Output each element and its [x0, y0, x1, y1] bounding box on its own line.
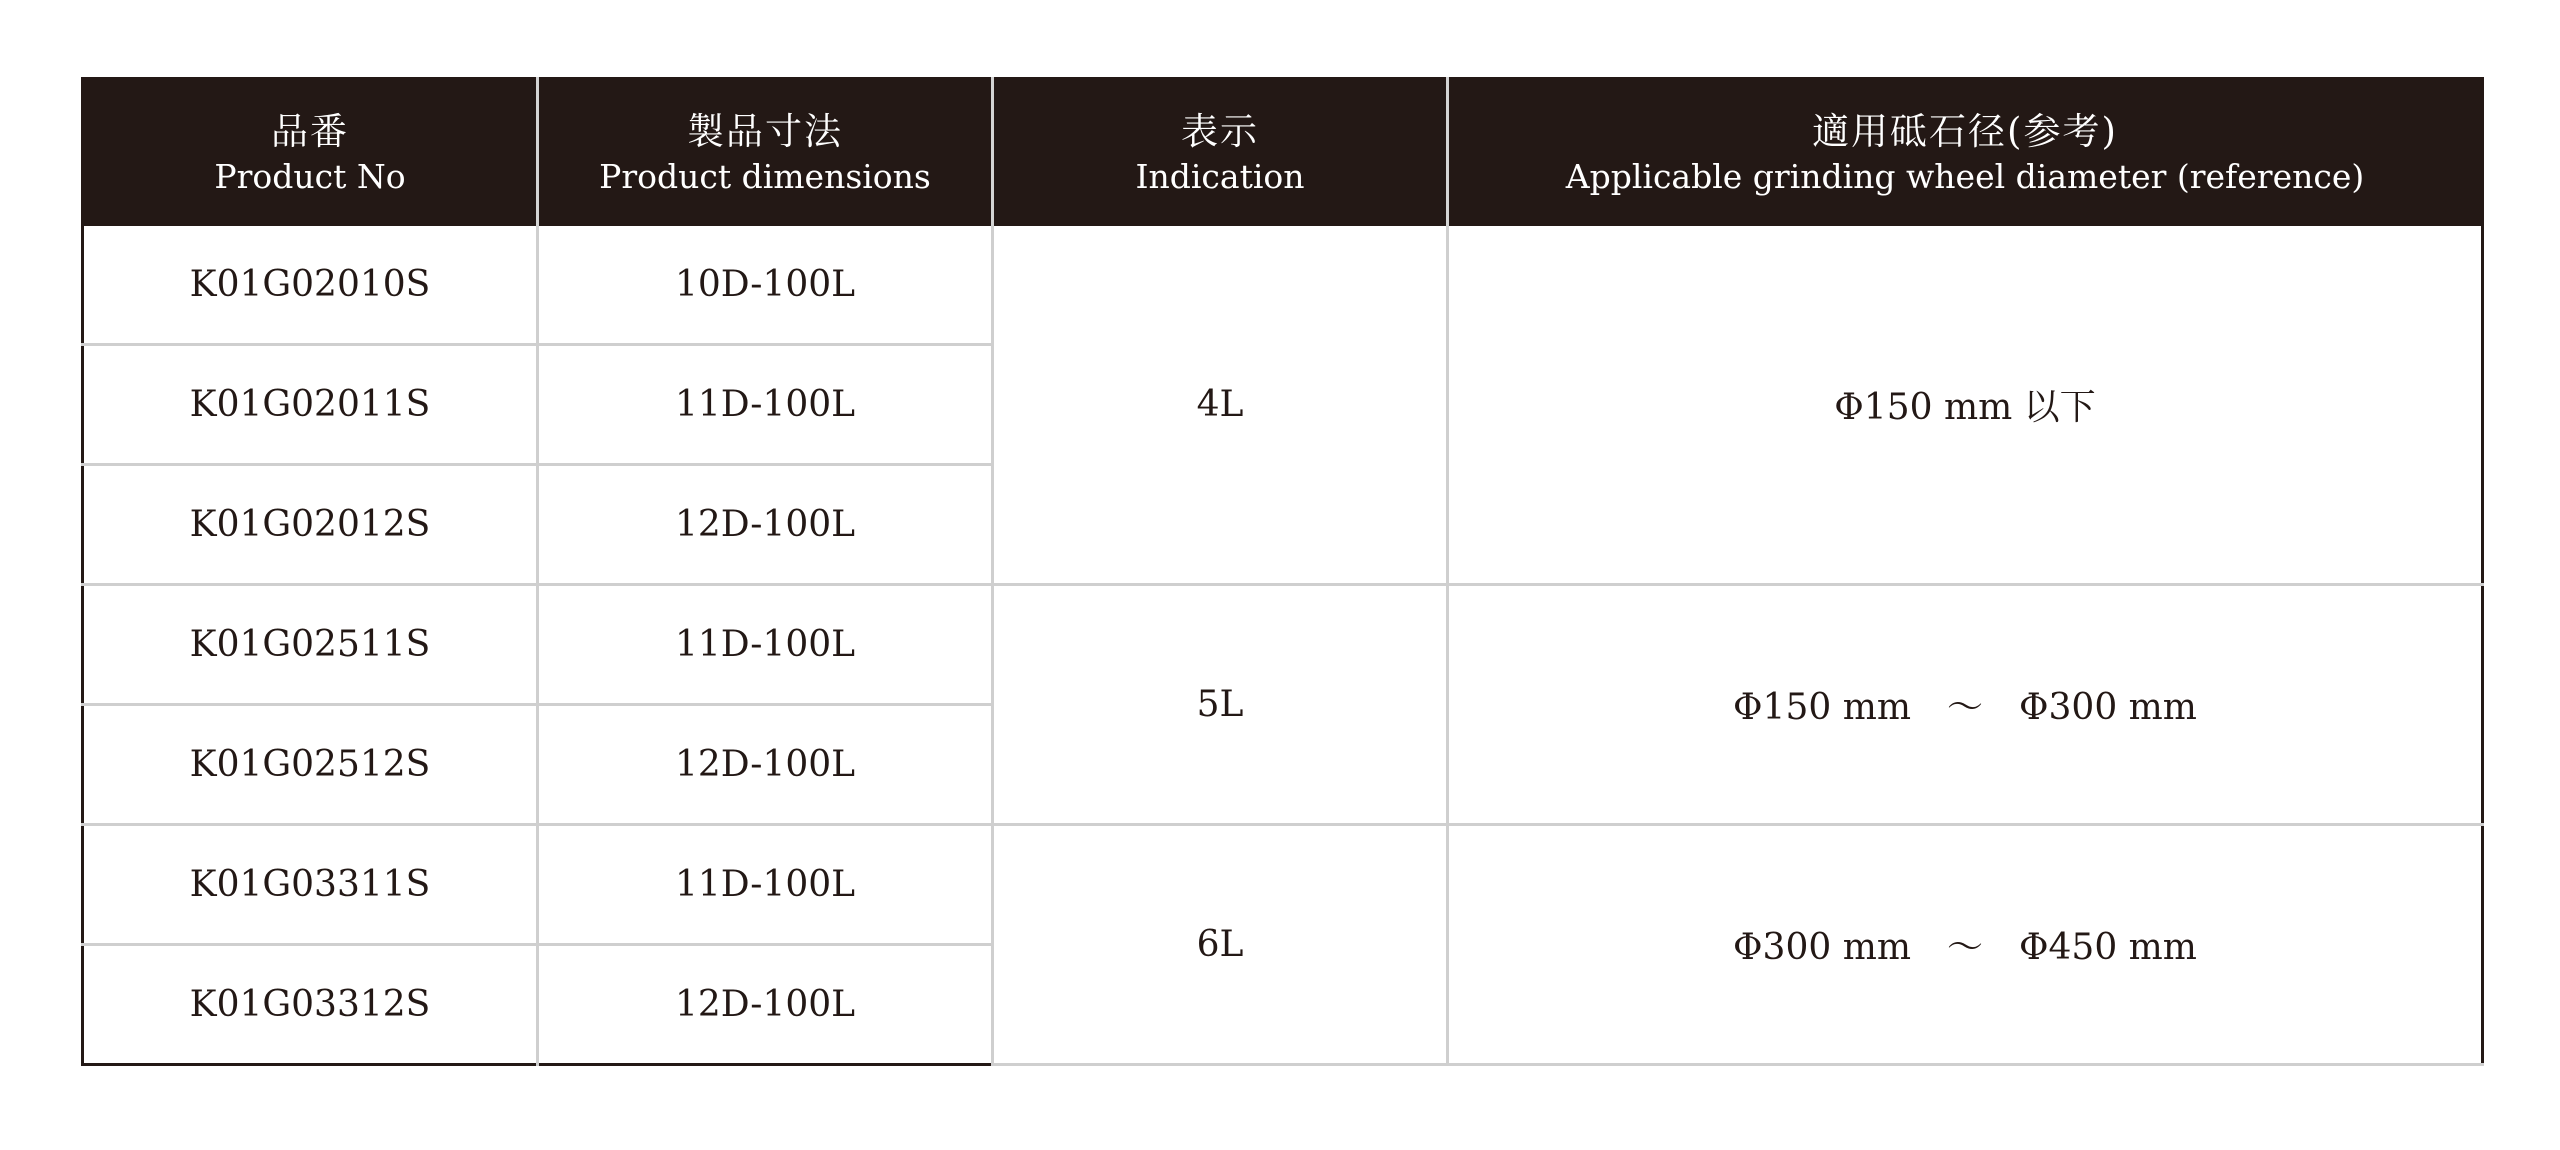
wheel-diameter-cell: Φ150 mm ～ Φ300 mm: [1448, 585, 2483, 825]
header-product-no-jp: 品番: [271, 109, 349, 153]
table-row: [83, 226, 2483, 345]
product-spec-table: [81, 77, 2484, 1066]
dimensions-cell: 11D-100L: [538, 345, 993, 465]
dimensions-cell: 11D-100L: [538, 585, 993, 705]
dimensions-cell: 12D-100L: [538, 945, 993, 1065]
product-no-cell: K01G02012S: [83, 465, 538, 585]
indication-cell: 5L: [993, 585, 1448, 825]
dimensions-cell: 11D-100L: [538, 825, 993, 945]
product-no-cell: K01G02010S: [83, 226, 538, 345]
wheel-diameter-cell: Φ300 mm ～ Φ450 mm: [1448, 825, 2483, 1065]
indication-cell: 6L: [993, 825, 1448, 1065]
table-row: [83, 585, 2483, 705]
header-dimensions-en: Product dimensions: [599, 156, 931, 196]
dimensions-cell: 10D-100L: [538, 226, 993, 345]
product-no-cell: K01G02512S: [83, 705, 538, 825]
header-wheel-diameter: [1448, 79, 2483, 227]
header-product-no: [83, 79, 538, 227]
header-wheel-diameter-en: Applicable grinding wheel diameter (reference): [1565, 156, 2365, 196]
dimensions-cell: 12D-100L: [538, 705, 993, 825]
header-indication-en: Indication: [1135, 156, 1305, 196]
indication-cell: 4L: [993, 226, 1448, 585]
header-indication: [993, 79, 1448, 227]
product-no-cell: K01G02511S: [83, 585, 538, 705]
header-dimensions-jp: 製品寸法: [687, 109, 843, 153]
product-no-cell: K01G03311S: [83, 825, 538, 945]
header-dimensions: [538, 79, 993, 227]
dimensions-cell: 12D-100L: [538, 465, 993, 585]
header-product-no-en: Product No: [214, 156, 406, 196]
header-row: [83, 79, 2483, 227]
product-no-cell: K01G02011S: [83, 345, 538, 465]
header-indication-jp: 表示: [1181, 109, 1259, 153]
table-body: [83, 226, 2483, 1065]
product-no-cell: K01G03312S: [83, 945, 538, 1065]
header-wheel-diameter-jp: 適用砥石径(参考): [1812, 109, 2118, 153]
table-row: [83, 825, 2483, 945]
wheel-diameter-cell: Φ150 mm 以下: [1448, 226, 2483, 585]
table-header: [83, 79, 2483, 227]
